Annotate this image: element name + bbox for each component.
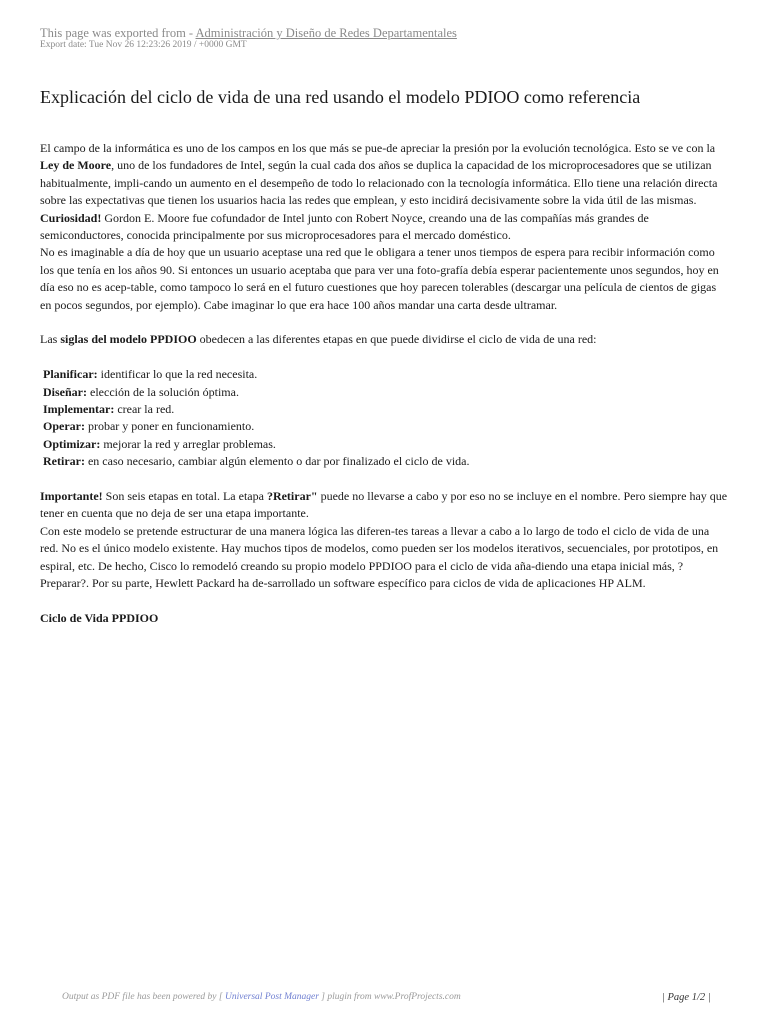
stage-desc: elección de la solución óptima. <box>87 384 239 399</box>
paragraph-moore <box>40 140 730 210</box>
stage-name: Implementar: <box>43 402 115 417</box>
stage-item <box>43 384 730 401</box>
page-title: Explicación del ciclo de vida de una red usando el modelo PDIOO como referencia <box>40 87 641 107</box>
page-number: | Page 1/2 | <box>662 992 711 1003</box>
site-link[interactable]: Administración y Diseño de Redes Departamentales <box>195 26 457 40</box>
export-source-line <box>40 26 457 40</box>
paragraph-curiosidad <box>40 210 730 245</box>
stage-desc: en caso necesario, cambiar algún elemento o dar por finalizado el ciclo de vida. <box>84 454 470 469</box>
stage-list <box>43 366 730 470</box>
stage-name: Optimizar: <box>43 436 101 451</box>
section-heading <box>40 610 730 627</box>
paragraph-expectations: No es imaginable a día de hoy que un usuario aceptase una red que le obligara a tener unos tiempos de espera para recibir información como los que tenía en los años 90. Si entonces un usuario aceptaba que para ver una foto-grafía debía esperar pacientemente unos segundos, hoy en día eso no es acep-table, como tampoco lo será en el futuro cuestiones que hoy parecen tolerables (descargar una película de cientos de gigas en pocos segundos, por ejemplo). Cabe imaginar lo que era hace 100 años mandar una carta desde ultramar. <box>40 245 719 312</box>
paragraph-model: Con este modelo se pretende estructurar de una manera lógica las diferen-tes tareas a llevar a cabo a lo largo de todo el ciclo de vida de una red. No es el único modelo existente. Hay muchos tipos de modelos, como pueden ser los modelos iterativos, secuenciales, por prototipos, en espiral, etc. De hecho, Cisco lo remodeló creando su propio modelo PPDIOO para el ciclo de vida aña-diendo una etapa inicial más, ?Preparar?. Por su parte, Hewlett Packard ha de-sarrollado un software específico para ciclos de vida de aplicaciones HP ALM. <box>40 523 719 591</box>
paragraph-text: , uno de los fundadores de Intel, según la cual cada dos años se duplica la capacidad de los microprocesadores que se utilizan habitualmente, impli-cando un aumento en el desempeño de todo lo relacionado con la tecnología informática. Ello tiene una relación directa sobre las expectativas que tienen los usuarios hacia las redes que emplean, y esto incidirá decisivamente sobre la vida útil de las mismas. <box>40 158 718 208</box>
stage-name: Retirar: <box>43 454 85 469</box>
section-heading-text: Ciclo de Vida PPDIOO <box>40 610 159 625</box>
stage-desc: mejorar la red y arreglar problemas. <box>100 436 276 451</box>
paragraph-text: obedecen a las diferentes etapas en que puede dividirse el ciclo de vida de una red: <box>196 332 597 347</box>
stage-item <box>43 453 730 470</box>
article-body <box>40 140 730 627</box>
spacer <box>40 471 730 488</box>
stage-name: Operar: <box>43 419 85 434</box>
export-prefix: This page was exported from - <box>40 26 196 40</box>
spacer <box>40 314 730 331</box>
paragraph-text: puede no llevarse a cabo y por eso no se incluye en el nombre. Pero siempre hay que tener en cuenta que no deja de ser una etapa importante. <box>40 489 728 521</box>
spacer <box>40 593 730 610</box>
stage-name: Diseñar: <box>43 384 87 399</box>
plugin-link[interactable]: Universal Post Manager <box>224 992 319 1002</box>
bold-label: Curiosidad! <box>40 210 102 225</box>
footer-credit <box>62 992 461 1002</box>
paragraph-text: Son seis etapas en total. La etapa <box>102 489 267 504</box>
stage-item <box>43 436 730 453</box>
paragraph-siglas <box>40 331 730 348</box>
bold-term: ?Retirar" <box>266 489 318 504</box>
stage-item <box>43 401 730 418</box>
footer-text: Output as PDF file has been powered by [ <box>62 992 225 1002</box>
paragraph-text: El campo de la informática es uno de los campos en los que más se pue-de apreciar la presión por la evolución tecnológica. Esto se ve con la <box>40 141 716 155</box>
export-header <box>40 26 457 51</box>
bold-term: Ley de Moore <box>40 158 112 173</box>
stage-desc: probar y poner en funcionamiento. <box>84 419 255 434</box>
spacer <box>40 349 730 366</box>
paragraph-importante <box>40 488 730 523</box>
footer-text: ] plugin from www.ProfProjects.com <box>318 992 461 1002</box>
paragraph-text: Las <box>40 332 61 347</box>
bold-term: siglas del modelo PPDIOO <box>60 332 197 347</box>
stage-desc: identificar lo que la red necesita. <box>97 367 258 382</box>
paragraph-text: Gordon E. Moore fue cofundador de Intel junto con Robert Noyce, creando una de las compañías más grandes de semiconductores, conocida principalmente por sus microprocesadores para el mercado doméstico. <box>40 210 649 243</box>
bold-label: Importante! <box>40 489 103 504</box>
stage-desc: crear la red. <box>114 402 175 417</box>
stage-item <box>43 366 730 383</box>
export-date: Export date: Tue Nov 26 12:23:26 2019 / +0000 GMT <box>40 40 247 50</box>
stage-name: Planificar: <box>43 367 98 382</box>
stage-item <box>43 418 730 435</box>
